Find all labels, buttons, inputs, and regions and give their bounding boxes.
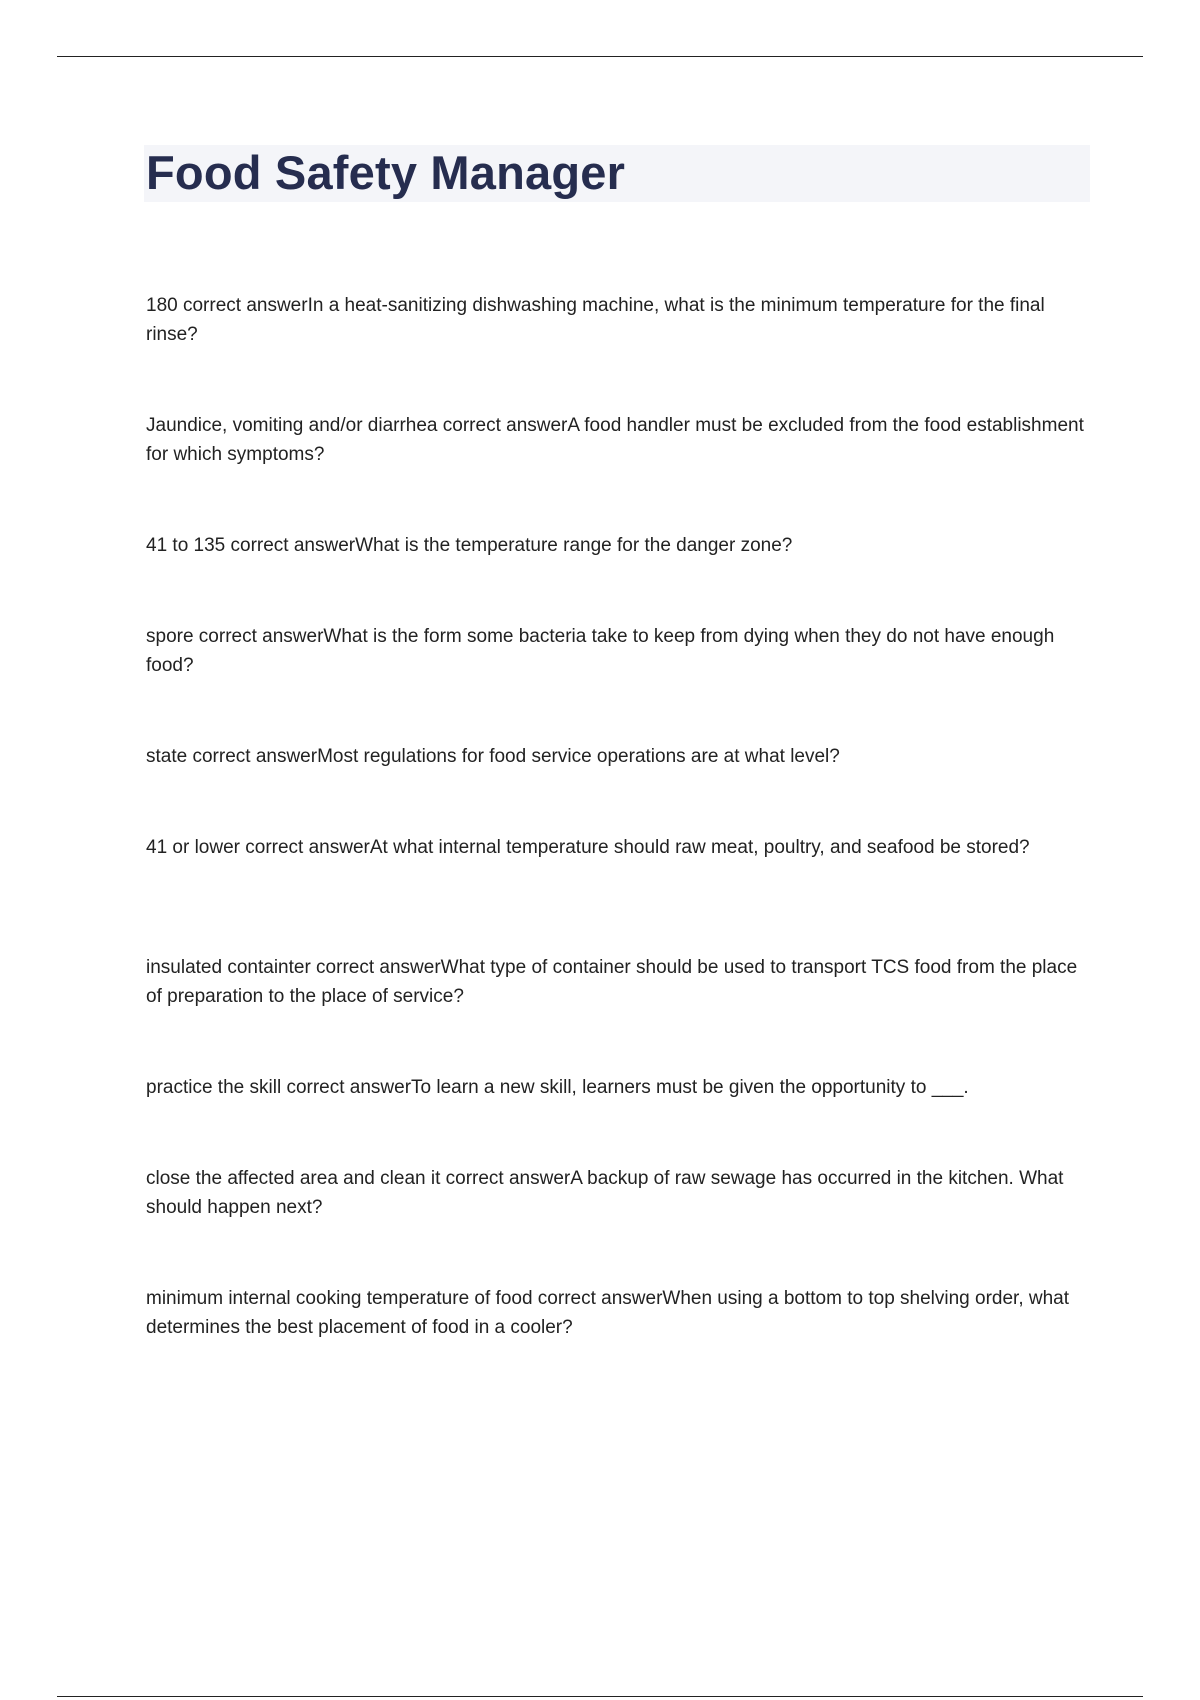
- qa-item: 180 correct answerIn a heat-sanitizing dishwashing machine, what is the minimum temperature for the final rinse?: [146, 295, 1045, 345]
- qa-item: 41 to 135 correct answerWhat is the temperature range for the danger zone?: [146, 535, 793, 556]
- footer-rule: [57, 1696, 1143, 1697]
- qa-item: close the affected area and clean it correct answerA backup of raw sewage has occurred in the kitchen. What should happen next?: [146, 1168, 1064, 1218]
- qa-item: 41 or lower correct answerAt what internal temperature should raw meat, poultry, and seafood be stored?: [146, 837, 1030, 858]
- header-rule: [57, 56, 1143, 57]
- qa-item: state correct answerMost regulations for food service operations are at what level?: [146, 746, 840, 767]
- qa-list: [146, 291, 1090, 1404]
- qa-item: Jaundice, vomiting and/or diarrhea correct answerA food handler must be excluded from the food establishment for which symptoms?: [146, 415, 1084, 465]
- qa-item: practice the skill correct answerTo learn a new skill, learners must be given the opportunity to ___.: [146, 1077, 969, 1098]
- qa-item: minimum internal cooking temperature of food correct answerWhen using a bottom to top shelving order, what determines the best placement of food in a cooler?: [146, 1288, 1070, 1338]
- qa-item: insulated containter correct answerWhat type of container should be used to transport TCS food from the place of preparation to the place of service?: [146, 957, 1078, 1007]
- qa-item: spore correct answerWhat is the form some bacteria take to keep from dying when they do not have enough food?: [146, 626, 1055, 676]
- page-title: Food Safety Manager: [146, 146, 626, 199]
